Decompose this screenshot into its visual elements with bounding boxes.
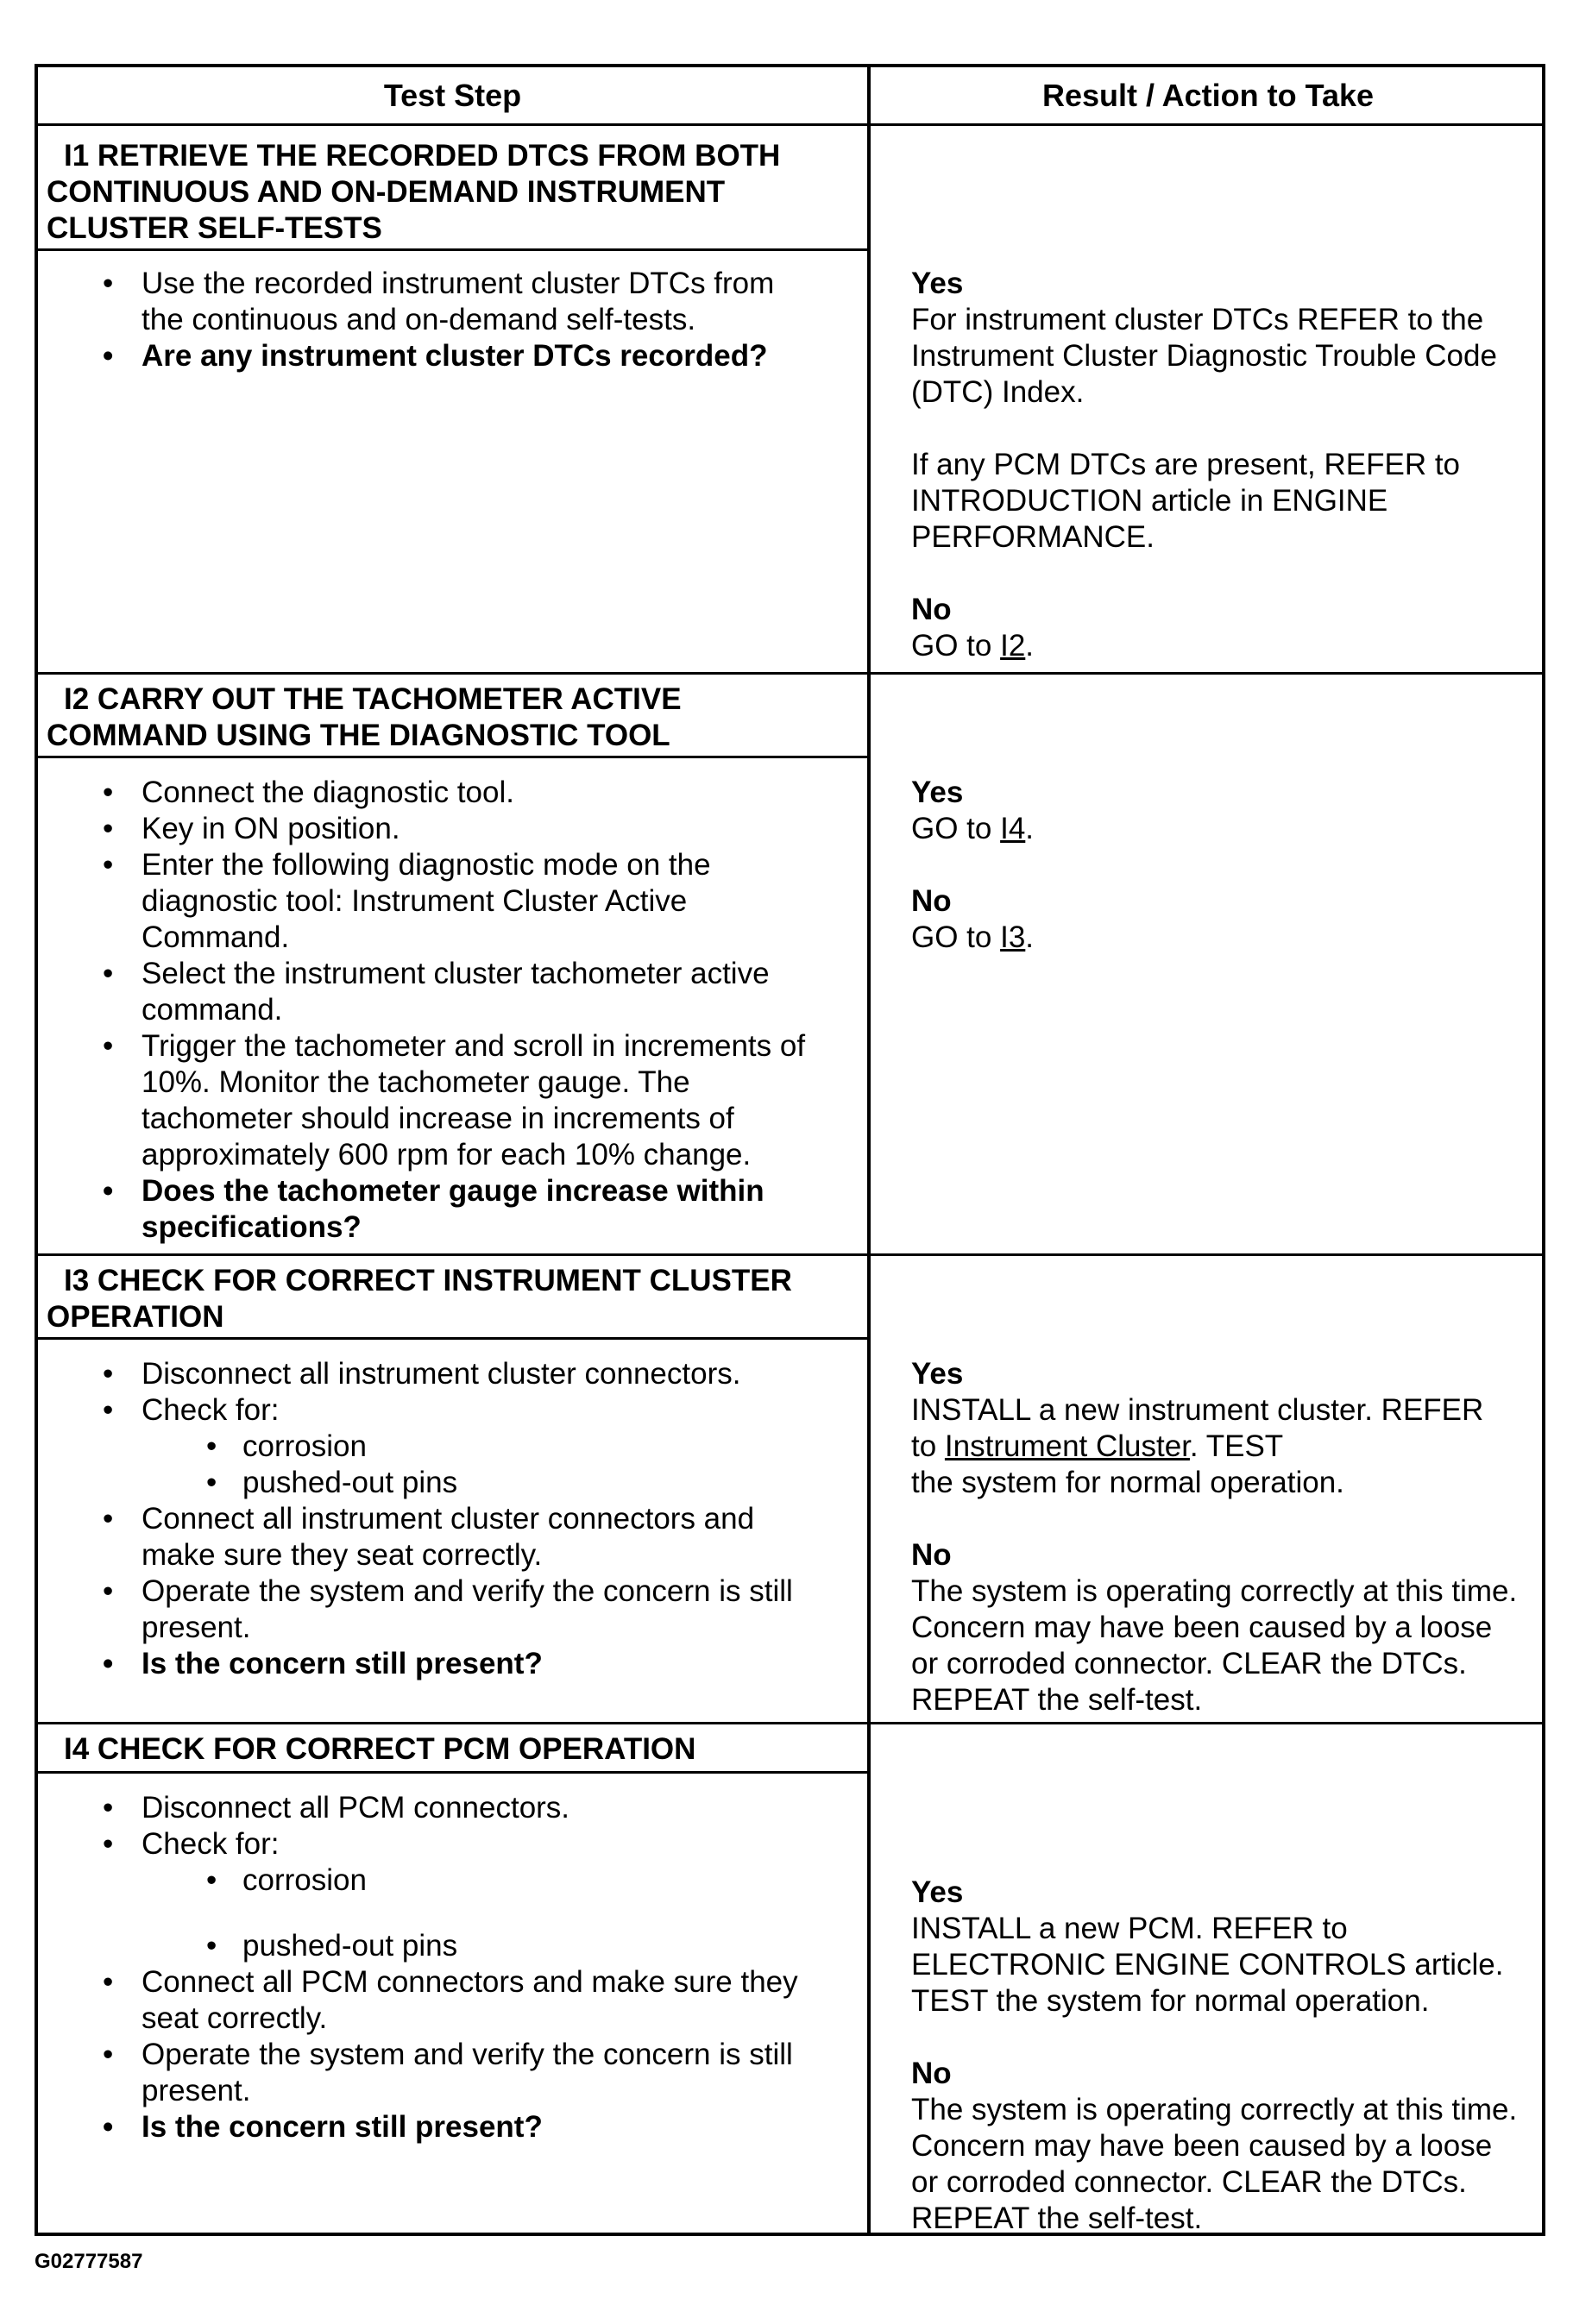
yes-label: Yes (911, 267, 964, 300)
list-item: • Connect all instrument cluster connectors and make sure they seat correctly. (38, 1501, 858, 1573)
list-item: • Disconnect all instrument cluster connectors. (38, 1356, 858, 1392)
list-subitem: • pushed-out pins (38, 1465, 858, 1501)
list-item: • Connect the diagnostic tool. (38, 775, 858, 811)
row-divider (38, 1722, 1542, 1724)
list-item: • Check for: (38, 1392, 858, 1429)
list-subitem: • corrosion (38, 1862, 858, 1899)
header-result-action: Result / Action to Take (1041, 77, 1375, 113)
yes-label: Yes (911, 776, 964, 809)
list-item: • Use the recorded instrument cluster DTCs from the continuous and on-demand self-tests. (38, 266, 858, 338)
goto-i3-link[interactable]: I3 (1000, 920, 1026, 954)
yes-label: Yes (911, 1875, 964, 1909)
step-i1-result: Yes For instrument cluster DTCs REFER to the Instrument Cluster Diagnostic Trouble Code (DTC) Index. If any PCM DTCs are present, REFER to INTRODUCTION article in ENGINE PERFORMANCE. No GO to I2. (911, 266, 1567, 664)
step-i4-title: I4 CHECK FOR CORRECT PCM OPERATION (64, 1732, 696, 1766)
diagnostic-table (35, 64, 1545, 2236)
step-i3-result: Yes INSTALL a new instrument cluster. REFER to Instrument Cluster. TEST the system for normal operation. No The system is operating correctly at this time. Concern may have been caused by a loose or corroded connector. CLEAR the DTCs. REPEAT the self-test. (911, 1356, 1567, 1718)
step-i2-title-divider (38, 756, 871, 758)
list-item: • Select the instrument cluster tachometer active command. (38, 956, 858, 1028)
goto-i4-link[interactable]: I4 (1000, 812, 1026, 845)
list-item: • Key in ON position. (38, 811, 858, 847)
goto-i2-link[interactable]: I2 (1000, 629, 1026, 663)
step-i1-instructions (38, 266, 858, 374)
list-subitem: • pushed-out pins (38, 1928, 858, 1964)
column-divider (867, 67, 871, 2233)
list-item: • Trigger the tachometer and scroll in increments of 10%. Monitor the tachometer gauge. The tachometer should increase in increments of approximately 600 rpm for each 10% change. (38, 1028, 858, 1173)
step-i4-instructions (38, 1790, 858, 2145)
step-i1-title: I1 RETRIEVE THE RECORDED DTCS FROM BOTH CONTINUOUS AND ON-DEMAND INSTRUMENT CLUSTER SELF-TESTS (47, 139, 781, 245)
step-i4-result: Yes INSTALL a new PCM. REFER to ELECTRONIC ENGINE CONTROLS article. TEST the system for normal operation. No The system is operating correctly at this time. Concern may have been caused by a loose or corroded connector. CLEAR the DTCs. REPEAT the self-test. (911, 1875, 1567, 2237)
header-test-step: Test Step (383, 77, 522, 113)
list-item-question: • Does the tachometer gauge increase within specifications? (38, 1173, 858, 1246)
no-label: No (911, 593, 952, 626)
list-item-question: • Is the concern still present? (38, 1646, 858, 1682)
step-i3-title-divider (38, 1337, 871, 1340)
step-i2-instructions (38, 775, 858, 1246)
list-item: • Check for: (38, 1826, 858, 1862)
row-divider (38, 672, 1542, 675)
no-label: No (911, 2057, 952, 2090)
step-i4-title-divider (38, 1771, 871, 1774)
step-i1-title-divider (38, 248, 871, 251)
list-item: • Operate the system and verify the concern is still present. (38, 2037, 858, 2109)
step-i2-result: Yes GO to I4. No GO to I3. (911, 775, 1567, 956)
figure-code: G02777587 (35, 2250, 143, 2273)
list-item: • Enter the following diagnostic mode on the diagnostic tool: Instrument Cluster Active Command. (38, 847, 858, 956)
no-label: No (911, 1538, 952, 1572)
step-i3-instructions (38, 1356, 858, 1682)
list-item: • Connect all PCM connectors and make sure they seat correctly. (38, 1964, 858, 2037)
list-item-question: • Are any instrument cluster DTCs recorded? (38, 338, 858, 374)
instrument-cluster-link[interactable]: Instrument Cluster (944, 1429, 1190, 1463)
list-subitem: • corrosion (38, 1429, 858, 1465)
header-divider (38, 123, 1542, 126)
list-item-question: • Is the concern still present? (38, 2109, 858, 2145)
step-i2-title: I2 CARRY OUT THE TACHOMETER ACTIVE COMMAND USING THE DIAGNOSTIC TOOL (47, 682, 682, 752)
list-item: • Disconnect all PCM connectors. (38, 1790, 858, 1826)
yes-label: Yes (911, 1357, 964, 1391)
step-i3-title: I3 CHECK FOR CORRECT INSTRUMENT CLUSTER OPERATION (47, 1264, 792, 1334)
list-item: • Operate the system and verify the concern is still present. (38, 1573, 858, 1646)
row-divider (38, 1253, 1542, 1256)
no-label: No (911, 884, 952, 918)
